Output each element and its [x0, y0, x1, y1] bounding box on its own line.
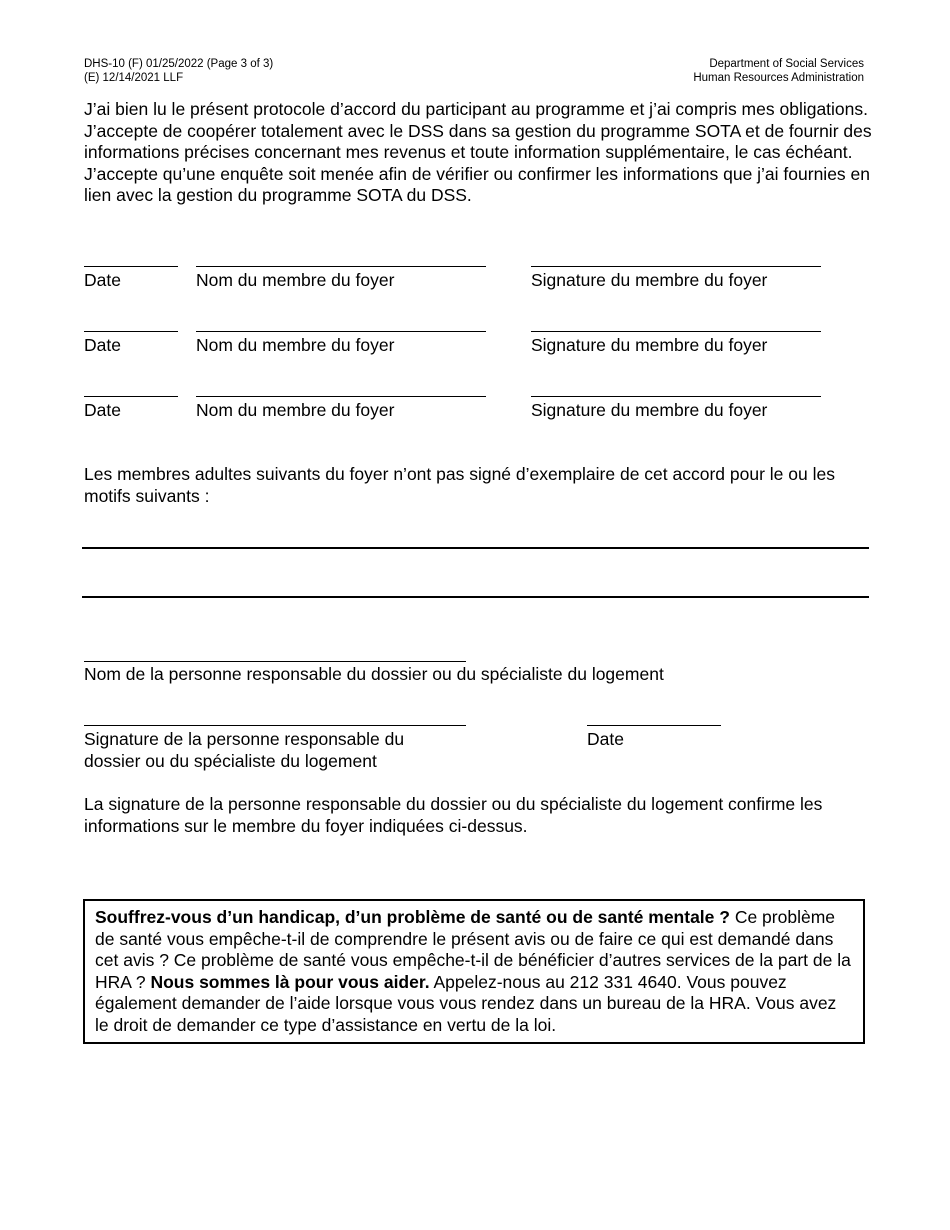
form-header-right [693, 57, 864, 85]
notice-help: Nous sommes là pour vous aider. [150, 971, 430, 992]
form-header-left [84, 57, 273, 85]
member-name-label-3: Nom du membre du foyer [196, 400, 395, 420]
department-name: Department of Social Services [709, 58, 864, 70]
caseworker-signature-line[interactable] [84, 725, 466, 726]
caseworker-name-line[interactable] [84, 661, 466, 662]
caseworker-signature-label: Signature de la personne responsable du dossier ou du spécialiste du logement [84, 729, 405, 771]
member-signature-line-2[interactable] [531, 331, 821, 332]
date-line-1[interactable] [84, 266, 178, 267]
form-revision: (E) 12/14/2021 LLF [84, 72, 184, 84]
member-name-label-1: Nom du membre du foyer [196, 270, 395, 290]
non-signers-statement: Les membres adultes suivants du foyer n’ont pas signé d’exemplaire de cet accord pour le ou les motifs suivants : [84, 464, 835, 506]
date-line-3[interactable] [84, 396, 178, 397]
date-label-3: Date [84, 400, 121, 420]
administration-name: Human Resources Administration [693, 72, 864, 84]
reason-line-2[interactable] [82, 596, 869, 598]
member-signature-line-1[interactable] [531, 266, 821, 267]
notice-text-2: Appelez-nous au 212 331 4640. Vous pouvez également demander de l’aide lorsque vous vous rendez dans un bureau de la HRA. Vous avez le droit de demander ce type d’assistance en vertu de la loi. [95, 971, 837, 1035]
member-name-line-1[interactable] [196, 266, 486, 267]
agreement-statement: J’ai bien lu le présent protocole d’accord du participant au programme et j’ai compris mes obligations. J’accepte de coopérer totalement avec le DSS dans sa gestion du programme SOTA et de fournir des informations précises concernant mes revenus et toute information supplémentaire, le cas échéant. J’accepte qu’une enquête soit menée afin de vérifier ou confirmer les informations que j’ai fournies en lien avec la gestion du programme SOTA du DSS. [84, 99, 872, 205]
form-id: DHS-10 (F) 01/25/2022 (Page 3 of 3) [84, 58, 274, 70]
notice-question: Souffrez-vous d’un handicap, d’un problème de santé ou de santé mentale ? [95, 907, 730, 927]
caseworker-name-label: Nom de la personne responsable du dossier ou du spécialiste du logement [84, 664, 664, 684]
member-name-line-3[interactable] [196, 396, 486, 397]
member-signature-label-2: Signature du membre du foyer [531, 335, 768, 355]
member-signature-line-3[interactable] [531, 396, 821, 397]
member-signature-label-3: Signature du membre du foyer [531, 400, 768, 420]
member-name-label-2: Nom du membre du foyer [196, 335, 395, 355]
accessibility-notice-box [83, 899, 865, 1044]
caseworker-confirmation: La signature de la personne responsable du dossier ou du spécialiste du logement confirme les informations sur le membre du foyer indiquées ci-dessus. [84, 794, 823, 836]
reason-line-1[interactable] [82, 547, 869, 549]
caseworker-date-line[interactable] [587, 725, 721, 726]
date-label-1: Date [84, 270, 121, 290]
member-name-line-2[interactable] [196, 331, 486, 332]
date-label-2: Date [84, 335, 121, 355]
member-signature-label-1: Signature du membre du foyer [531, 270, 768, 290]
date-line-2[interactable] [84, 331, 178, 332]
caseworker-date-label: Date [587, 729, 624, 749]
notice-text-1: Ce problème de santé vous empêche-t-il de comprendre le présent avis ou de faire ce qui est demandé dans cet avis ? Ce problème de santé vous empêche-t-il de bénéficier d’autres services de la part de la HRA ? [95, 907, 851, 992]
